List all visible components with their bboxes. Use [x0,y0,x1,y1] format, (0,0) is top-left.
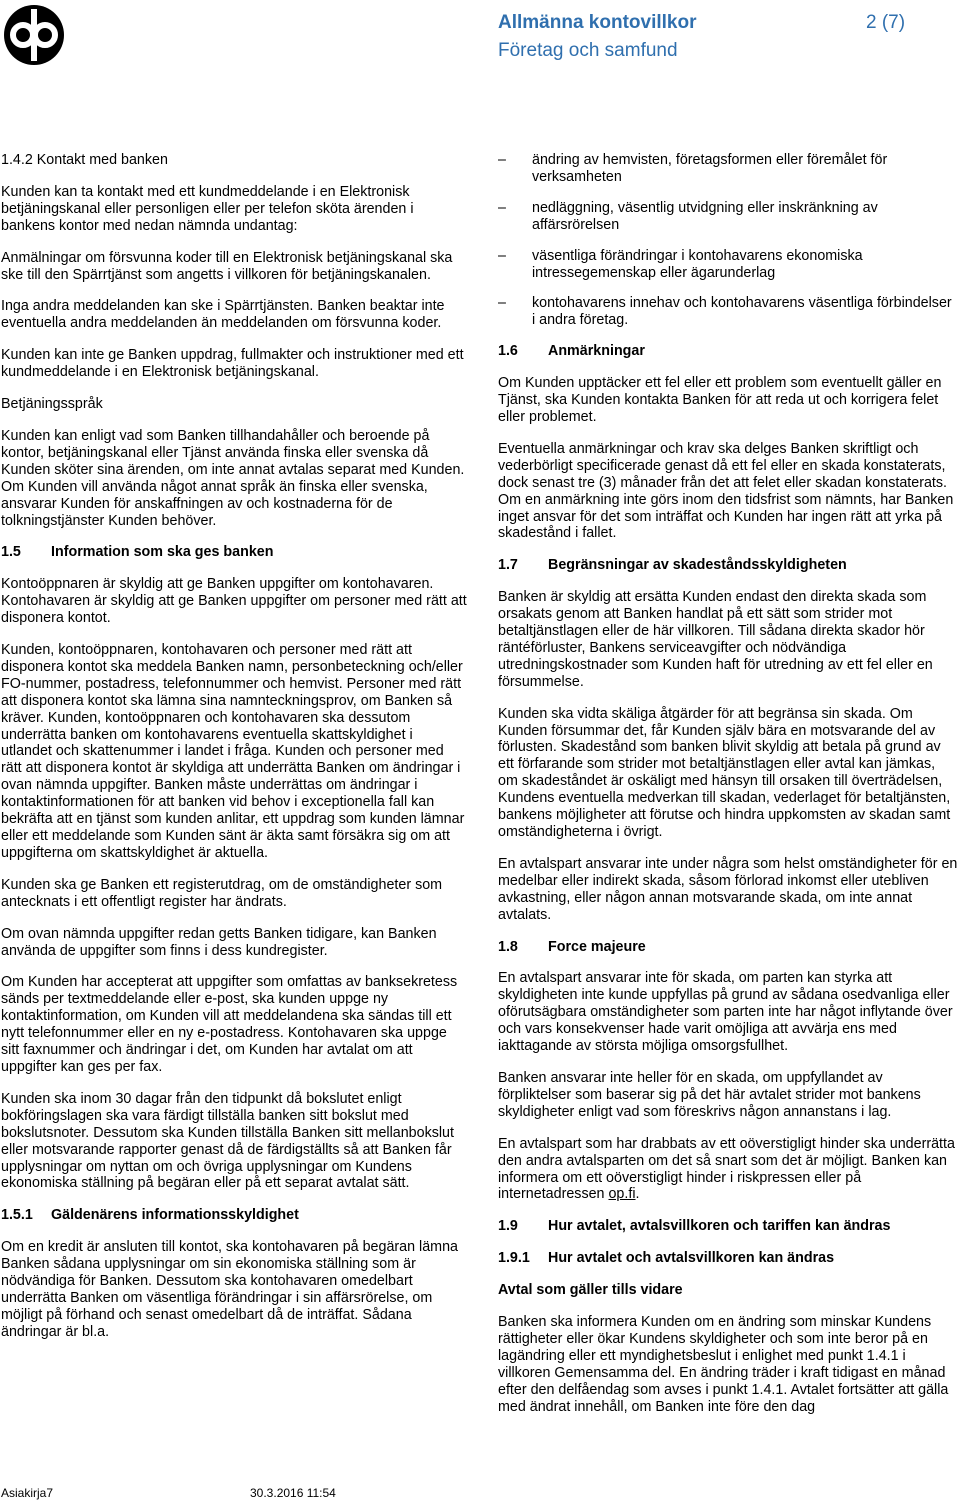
section-title: Hur avtalet och avtalsvillkoren kan ändras [548,1250,835,1267]
op-logo-icon [3,4,65,66]
paragraph: Kontoöppnaren är skyldig att ge Banken uppgifter om kontohavaren. Kontohavaren är skyldig att ge Banken uppgifter om personer med rätt att disponera kontot. [1,576,467,627]
paragraph-end: . [635,1186,640,1203]
paragraph: En avtalspart ansvarar inte under några som helst omständigheter för en medelbar eller indirekt skada, såsom förlorad inkomst eller utebliven avkastning, eller någon annan motsvarande skada, om inte annat avtalats. [498,855,958,923]
paragraph-text: En avtalspart som har drabbats av ett oöverstigligt hinder ska underrätta den andra avtalsparten om det så snart som det är möjligt. Banken kan informera om ett oöverstigligt hinder i riskpressen eller på internetadressen [498,1135,955,1203]
paragraph: Kunden ska inom 30 dagar från den tidpunkt då bokslutet enligt bokföringslagen ska vara färdigt tillställa banken sitt bokslut med bokslutsnoter. Dessutom ska Kunden tillställa Banken sitt mellanbokslut eller motsvarande rapporter genast då de färdigställts så att Banken får upplysningar om nyttan om och övriga upplysningar om Kundens ekonomiska ställning på begäran eller på ett separat avtalat sätt. [1,1090,454,1192]
paragraph: Eventuella anmärkningar och krav ska delges Banken skriftligt och vederbörligt specificerade genast då ett fel eller en skada konstaterats, dock senast tre (3) månader från det att felet eller skadan konstaterats. Om en anmärkning inte görs inom den tidsfrist som nämnts, har Banken inget ansvar för det som inträffat och Kunden har ingen rätt att yrka på skadestånd i fallet. [498,440,954,542]
section-title: Hur avtalet, avtalsvillkoren och tariffen kan ändras [548,1218,891,1235]
paragraph [498,1136,958,1204]
footer-date: 30.3.2016 11:54 [250,1486,336,1500]
paragraph: Banken ansvarar inte heller för en skada, om uppfyllandet av förpliktelser som baserar sig på det här avtalet strider mot bankens skyldigheter enligt vad som föreskrivs någon annanstans i lag. [498,1069,921,1120]
dash-list-item: – ändring av hemvisten, företagsformen eller föremålet för verksamheten [498,152,958,186]
section-heading-1-8 [498,939,958,956]
page-number: 2 (7) [866,12,906,33]
paragraph: Kunden ska ge Banken ett registerutdrag, om de omständigheter som antecknats i ett offentligt register har ändrats. [1,876,443,910]
dash-list-item: – väsentliga förändringar i kontohavarens ekonomiska intressegemenskap eller ägarunderlag [498,248,958,282]
section-title: Gäldenärens informationsskyldighet [51,1207,299,1224]
section-heading-1-4-2: 1.4.2 Kontakt med banken [1,152,168,168]
paragraph: Kunden kan inte ge Banken uppdrag, fullmakter och instruktioner med ett kundmeddelande i en Elektronisk betjäningskanal. [1,347,464,381]
document-subtitle: Företag och samfund [498,40,678,61]
dash-list-item: – nedläggning, väsentlig utvidgning eller inskränkning av affärsrörelsen [498,200,958,234]
subheading-indefinite-agreement: Avtal som gäller tills vidare [498,1282,683,1299]
section-heading-1-6 [498,343,958,360]
paragraph: Om Kunden upptäcker ett fel eller ett problem som eventuellt gäller en Tjänst, ska Kunden kontakta Banken för att reda ut och korrigera felet eller problemet. [498,375,942,425]
section-number: 1.6 [498,343,518,360]
paragraph: Kunden kan ta kontakt med ett kundmeddelande i en Elektronisk betjäningskanal eller personligen eller per telefon sköta ärenden i bankens kontor med nedan nämnda undantag: [1,183,414,234]
section-number: 1.5 [1,544,21,561]
left-column [1,152,467,1356]
paragraph: Kunden ska vidta skäliga åtgärder för att begränsa sin skada. Om Kunden försummar det, får Kunden själv bära en motsvarande del av förlusten. Skadestånd som banken blivit skyldig att betala på grund av ett förfarande som strider mot betaltjänstlagen eller avtal kan jämkas, om skadeståndet är oskäligt med hänsyn till orsaken till överträdelsen, Kundens eventuella medverkan till skadan, vederlaget för betaltjänsten, bankens möjligheter att förutse och hindra uppkomsten av skadan samt omständigheterna i övrigt. [498,705,951,840]
paragraph: En avtalspart ansvarar inte för skada, om parten kan styrka att skyldigheten inte kunde uppfyllas på grund av sådana osedvanliga eller oförutsägbara omständigheter som parten inte har något inflytande över och vars konsekvenser hade varit omöjliga att avvärja ens med iakttagande av största möjliga omsorgsfullhet. [498,970,953,1055]
section-heading-1-9-1 [498,1250,958,1267]
section-number: 1.9 [498,1218,518,1235]
paragraph: Banken ska informera Kunden om en ändring som minskar Kundens rättigheter eller ökar Kundens skyldigheter och som inte beror på en lagändring eller ett myndighetsbeslut i enlighet med punkt 1.4.1 i villkoren Gemensamma del. En ändring träder i kraft tidigast en månad efter den delfåendag som avses i punkt 1.4.1. Avtalet fortsätter att gälla med ändrat innehåll, om Banken inte före den dag [498,1314,949,1415]
section-title: Begränsningar av skadeståndsskyldigheten [548,557,847,574]
subheading-language: Betjäningsspråk [1,396,103,413]
section-heading-1-5 [1,544,467,561]
dash-list-item: – kontohavarens innehav och kontohavarens väsentliga förbindelser i andra företag. [498,295,958,329]
section-title: Information som ska ges banken [51,544,274,561]
paragraph: Banken är skyldig att ersätta Kunden endast den direkta skada som orsakats genom att Banken handlat på ett sätt som strider mot betaltjänstlagen eller de här villkoren. Till sådana direkta skador hör räntéförluster, Bankens serviceavgifter och nödvändiga utredningskostnader som Kunden haft för utredning av ett fel eller en försummelse. [498,589,933,690]
section-number: 1.8 [498,938,518,955]
document-title: Allmänna kontovillkor [498,12,697,33]
paragraph: Om Kunden har accepterat att uppgifter som omfattas av banksekretess sänds per textmeddelande eller e-post, ska kunden uppge ny kontaktinformation, om Kunden vill att meddelandena ska sändas till ett nytt telefonnummer eller en ny e-postadress. Kontohavaren ska uppge sitt faxnummer och ändringar i det, om Kunden har avtalat om att uppgifter kan ges per fax. [1,974,458,1075]
section-heading-1-7 [498,557,958,574]
website-link[interactable]: op.fi [608,1186,636,1203]
section-title: Anmärkningar [548,343,645,360]
section-number: 1.7 [498,557,518,574]
paragraph: Kunden, kontoöppnaren, kontohavaren och personer med rätt att disponera kontot ska meddela Banken namn, personbeteckning och/eller FO-nummer, postadress, telefonnummer och hemvist. Personer med rätt att disponera kontot ska lämna sina namnteckningsprov, om Banken så kräver. Kunden, kontoöppnaren och kontohavaren ska dessutom underrätta banken om kontohavarens eventuella skattskyldighet i utlandet och skattenummer i landet i fråga. Kunden och personer med rätt att disponera kontot är skyldiga att underrätta Banken om ändringar i ovan nämnda uppgifter. Banken måste underrättas om ändringar i kontaktinformationen för att banken vid behov i exceptionella fall kan bekräfta att en tjänst som kunden anlitar, ett uppdrag som kunden lämnar eller ett meddelande som Kunden sänt är äkta samt försäkra sig om att uppgifterna om skattskyldighet är aktuella. [1,642,465,861]
right-column [498,152,958,1430]
paragraph: Kunden kan enligt vad som Banken tillhandahåller och beroende på kontor, betjäningskanal eller Tjänst använda finska eller svenska då Kunden sköter sina ärenden, om inte annat avtalas separat med Kunden. Om Kunden vill använda något annat språk än finska eller svenska, ansvarar Kunden för anskaffningen av och kostnaderna för de tolkningstjänster Kunden behöver. [1,427,465,529]
footer-document-name: Asiakirja7 [1,1486,54,1500]
section-heading-1-5-1 [1,1207,467,1224]
paragraph: Inga andra meddelanden kan ske i Spärrtjänsten. Banken beaktar inte eventuella andra meddelanden än meddelanden om försvunna koder. [1,298,445,332]
paragraph: Anmälningar om försvunna koder till en Elektronisk betjäningskanal ska ske till den Spärrtjänst som angetts i villkoren för betjäningskanalen. [1,249,453,283]
paragraph: Om en kredit är ansluten till kontot, ska kontohavaren på begäran lämna Banken sådana upplysningar om sin ekonomiska ställning som är nödvändiga för Banken. Dessutom ska kontohavaren omedelbart underrätta Banken om väsentliga förändringar i sin affärsrörelse, om möjligt på förhand och senast omedelbart då de inträffat. Sådana ändringar är bl.a. [1,1239,458,1340]
section-title: Force majeure [548,938,646,955]
paragraph: Om ovan nämnda uppgifter redan getts Banken tidigare, kan Banken använda de uppgifter som finns i dess kundregister. [1,925,437,959]
section-number: 1.5.1 [1,1207,33,1224]
section-heading-1-9 [498,1218,958,1235]
section-number: 1.9.1 [498,1250,530,1267]
